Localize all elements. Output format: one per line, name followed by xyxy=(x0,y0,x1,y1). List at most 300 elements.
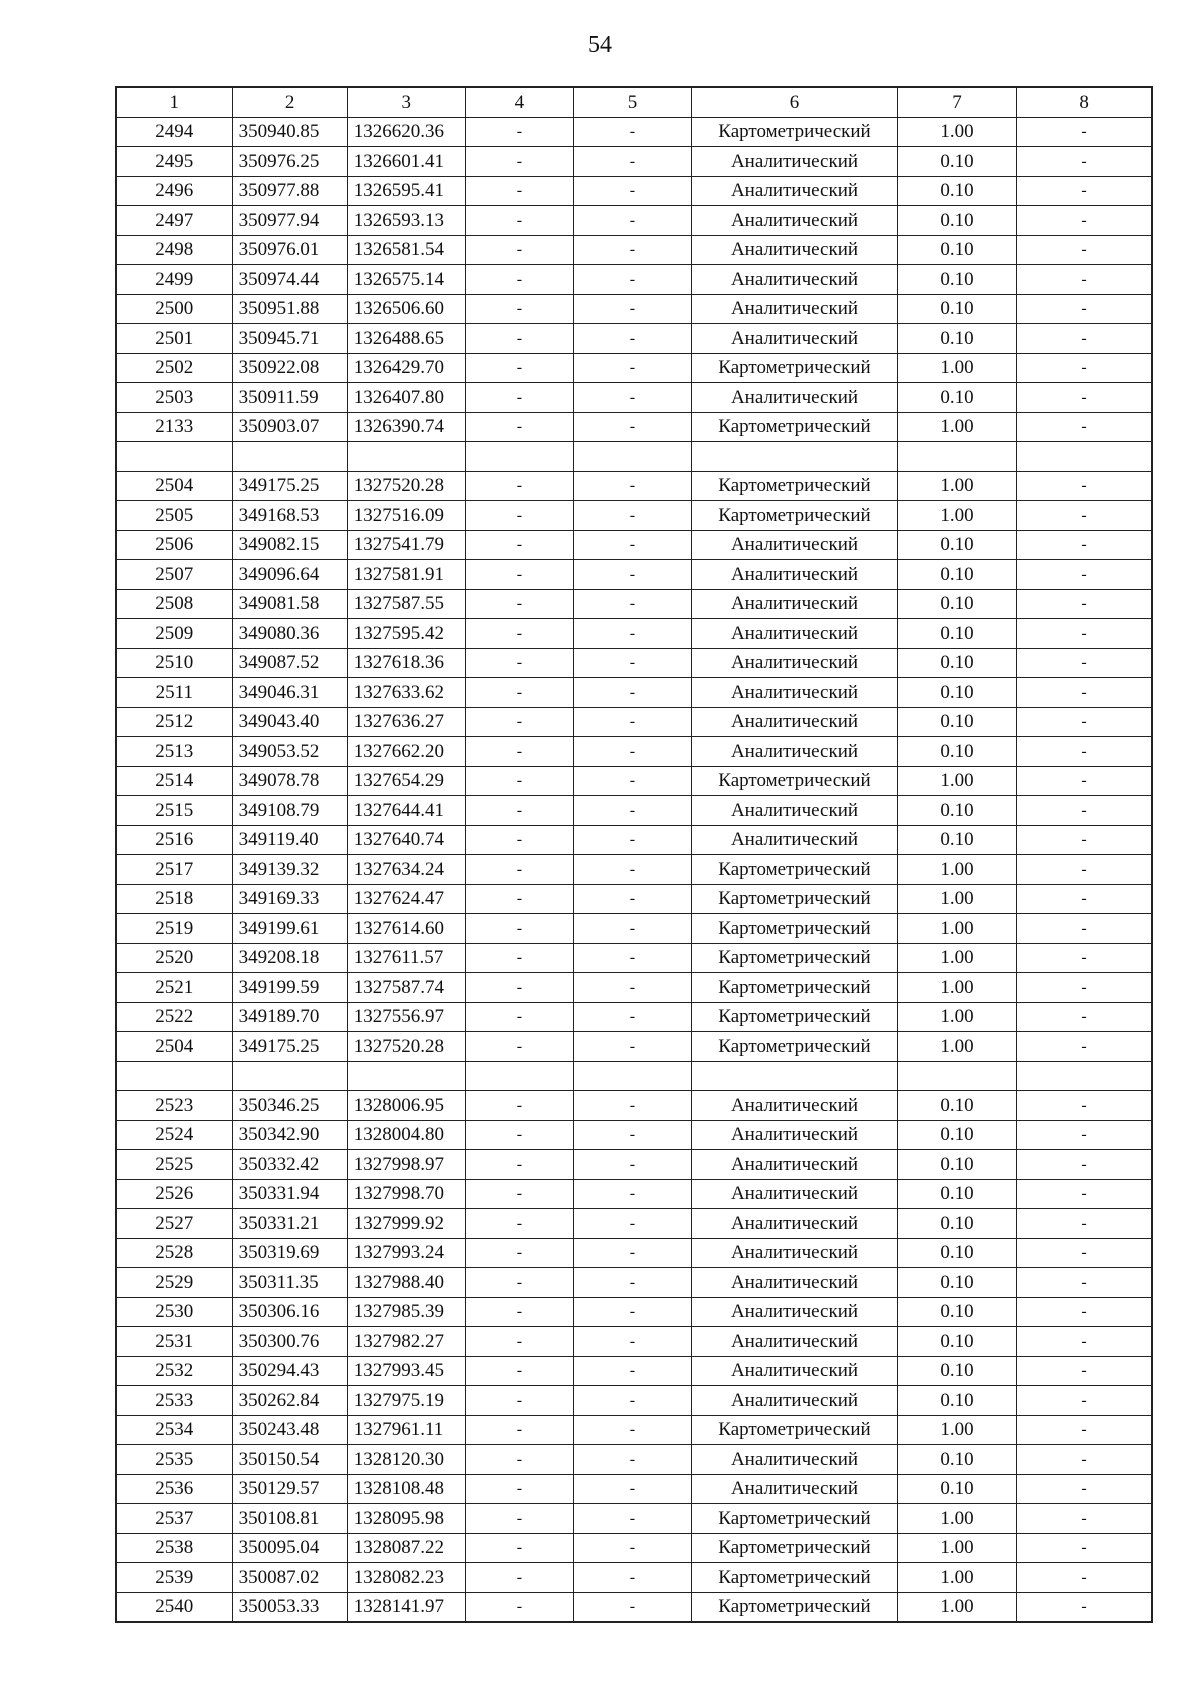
column-5-cell: - xyxy=(573,353,691,383)
column-5-cell: - xyxy=(573,383,691,413)
y-coordinate-cell: 1328120.30 xyxy=(347,1445,465,1475)
column-5-cell: - xyxy=(573,560,691,590)
y-coordinate-cell: 1327993.45 xyxy=(347,1356,465,1386)
column-4-cell: - xyxy=(465,176,573,206)
column-5-cell: - xyxy=(573,884,691,914)
accuracy-cell: 0.10 xyxy=(897,1091,1016,1121)
method-cell: Аналитический xyxy=(692,1238,898,1268)
point-number-cell: 2500 xyxy=(116,294,232,324)
table-row xyxy=(116,353,1152,383)
y-coordinate-cell: 1327618.36 xyxy=(347,648,465,678)
method-cell: Картометрический xyxy=(692,766,898,796)
method-cell: Картометрический xyxy=(692,884,898,914)
column-8-cell: - xyxy=(1017,383,1152,413)
point-number-cell: 2498 xyxy=(116,235,232,265)
x-coordinate-cell: 350262.84 xyxy=(232,1386,347,1416)
table-row xyxy=(116,560,1152,590)
column-4-cell: - xyxy=(465,265,573,295)
accuracy-cell: 0.10 xyxy=(897,206,1016,236)
column-8-cell: - xyxy=(1017,1563,1152,1593)
method-cell xyxy=(692,1061,898,1091)
method-cell: Картометрический xyxy=(692,501,898,531)
x-coordinate-cell: 350976.25 xyxy=(232,147,347,177)
column-4-cell: - xyxy=(465,1032,573,1062)
table-row xyxy=(116,884,1152,914)
column-8-cell: - xyxy=(1017,1091,1152,1121)
column-4-cell: - xyxy=(465,855,573,885)
column-5-cell: - xyxy=(573,412,691,442)
accuracy-cell: 1.00 xyxy=(897,1504,1016,1534)
column-4-cell: - xyxy=(465,884,573,914)
point-number-cell: 2520 xyxy=(116,943,232,973)
accuracy-cell: 0.10 xyxy=(897,1179,1016,1209)
x-coordinate-cell: 350976.01 xyxy=(232,235,347,265)
y-coordinate-cell: 1328006.95 xyxy=(347,1091,465,1121)
accuracy-cell xyxy=(897,442,1016,472)
table-row xyxy=(116,1268,1152,1298)
column-header: 4 xyxy=(465,87,573,117)
y-coordinate-cell xyxy=(347,442,465,472)
method-cell: Аналитический xyxy=(692,1474,898,1504)
point-number-cell xyxy=(116,1061,232,1091)
column-8-cell: - xyxy=(1017,1179,1152,1209)
column-4-cell xyxy=(465,1061,573,1091)
column-4-cell: - xyxy=(465,294,573,324)
method-cell: Аналитический xyxy=(692,560,898,590)
table-row xyxy=(116,619,1152,649)
table-row xyxy=(116,1297,1152,1327)
method-cell: Аналитический xyxy=(692,619,898,649)
column-5-cell: - xyxy=(573,943,691,973)
x-coordinate-cell: 350129.57 xyxy=(232,1474,347,1504)
column-header: 5 xyxy=(573,87,691,117)
y-coordinate-cell: 1328004.80 xyxy=(347,1120,465,1150)
column-5-cell: - xyxy=(573,589,691,619)
y-coordinate-cell: 1327587.74 xyxy=(347,973,465,1003)
column-header: 7 xyxy=(897,87,1016,117)
column-5-cell: - xyxy=(573,1032,691,1062)
column-4-cell: - xyxy=(465,530,573,560)
x-coordinate-cell: 349078.78 xyxy=(232,766,347,796)
table-row xyxy=(116,1415,1152,1445)
column-5-cell: - xyxy=(573,678,691,708)
column-4-cell: - xyxy=(465,1386,573,1416)
accuracy-cell: 1.00 xyxy=(897,1415,1016,1445)
accuracy-cell: 0.10 xyxy=(897,1386,1016,1416)
accuracy-cell: 0.10 xyxy=(897,1150,1016,1180)
y-coordinate-cell: 1326595.41 xyxy=(347,176,465,206)
x-coordinate-cell: 349119.40 xyxy=(232,825,347,855)
column-8-cell: - xyxy=(1017,1209,1152,1239)
column-8-cell: - xyxy=(1017,1327,1152,1357)
column-5-cell: - xyxy=(573,1238,691,1268)
x-coordinate-cell: 350977.94 xyxy=(232,206,347,236)
column-8-cell: - xyxy=(1017,1238,1152,1268)
accuracy-cell: 1.00 xyxy=(897,914,1016,944)
column-8-cell: - xyxy=(1017,294,1152,324)
accuracy-cell: 0.10 xyxy=(897,1238,1016,1268)
column-8-cell: - xyxy=(1017,943,1152,973)
method-cell: Картометрический xyxy=(692,1592,898,1622)
column-5-cell: - xyxy=(573,1268,691,1298)
point-number-cell: 2510 xyxy=(116,648,232,678)
accuracy-cell: 1.00 xyxy=(897,1032,1016,1062)
column-4-cell: - xyxy=(465,943,573,973)
coordinates-table xyxy=(115,86,1153,1623)
y-coordinate-cell: 1328087.22 xyxy=(347,1533,465,1563)
x-coordinate-cell: 349080.36 xyxy=(232,619,347,649)
column-4-cell: - xyxy=(465,353,573,383)
x-coordinate-cell: 349108.79 xyxy=(232,796,347,826)
accuracy-cell: 0.10 xyxy=(897,265,1016,295)
y-coordinate-cell: 1328108.48 xyxy=(347,1474,465,1504)
y-coordinate-cell: 1327985.39 xyxy=(347,1297,465,1327)
column-8-cell: - xyxy=(1017,648,1152,678)
column-5-cell: - xyxy=(573,1533,691,1563)
method-cell: Аналитический xyxy=(692,1120,898,1150)
y-coordinate-cell: 1327644.41 xyxy=(347,796,465,826)
point-number-cell: 2523 xyxy=(116,1091,232,1121)
column-header: 1 xyxy=(116,87,232,117)
column-header: 3 xyxy=(347,87,465,117)
x-coordinate-cell: 350311.35 xyxy=(232,1268,347,1298)
method-cell: Картометрический xyxy=(692,1032,898,1062)
column-4-cell: - xyxy=(465,1327,573,1357)
accuracy-cell: 0.10 xyxy=(897,737,1016,767)
x-coordinate-cell: 350342.90 xyxy=(232,1120,347,1150)
accuracy-cell: 1.00 xyxy=(897,1592,1016,1622)
column-5-cell: - xyxy=(573,294,691,324)
point-number-cell: 2494 xyxy=(116,117,232,147)
accuracy-cell: 0.10 xyxy=(897,1356,1016,1386)
column-4-cell: - xyxy=(465,235,573,265)
x-coordinate-cell: 350150.54 xyxy=(232,1445,347,1475)
column-8-cell: - xyxy=(1017,353,1152,383)
y-coordinate-cell: 1327614.60 xyxy=(347,914,465,944)
column-5-cell: - xyxy=(573,1445,691,1475)
column-4-cell: - xyxy=(465,914,573,944)
y-coordinate-cell: 1327998.97 xyxy=(347,1150,465,1180)
column-5-cell: - xyxy=(573,1209,691,1239)
column-4-cell: - xyxy=(465,678,573,708)
table-row xyxy=(116,1091,1152,1121)
y-coordinate-cell: 1327998.70 xyxy=(347,1179,465,1209)
table-row xyxy=(116,1209,1152,1239)
method-cell: Аналитический xyxy=(692,737,898,767)
accuracy-cell: 0.10 xyxy=(897,383,1016,413)
column-8-cell: - xyxy=(1017,1592,1152,1622)
y-coordinate-cell: 1326407.80 xyxy=(347,383,465,413)
y-coordinate-cell: 1327636.27 xyxy=(347,707,465,737)
point-number-cell: 2535 xyxy=(116,1445,232,1475)
accuracy-cell: 0.10 xyxy=(897,796,1016,826)
table-row xyxy=(116,206,1152,236)
accuracy-cell: 0.10 xyxy=(897,678,1016,708)
table-row xyxy=(116,1356,1152,1386)
column-8-cell: - xyxy=(1017,737,1152,767)
y-coordinate-cell xyxy=(347,1061,465,1091)
y-coordinate-cell: 1327654.29 xyxy=(347,766,465,796)
column-8-cell: - xyxy=(1017,619,1152,649)
column-4-cell xyxy=(465,442,573,472)
method-cell: Аналитический xyxy=(692,1297,898,1327)
x-coordinate-cell: 350319.69 xyxy=(232,1238,347,1268)
method-cell: Картометрический xyxy=(692,973,898,1003)
point-number-cell: 2504 xyxy=(116,471,232,501)
x-coordinate-cell: 349082.15 xyxy=(232,530,347,560)
table-row xyxy=(116,1150,1152,1180)
x-coordinate-cell: 350346.25 xyxy=(232,1091,347,1121)
table-row xyxy=(116,796,1152,826)
table-row xyxy=(116,117,1152,147)
table-row xyxy=(116,1474,1152,1504)
point-number-cell: 2524 xyxy=(116,1120,232,1150)
column-8-cell: - xyxy=(1017,1386,1152,1416)
table-row xyxy=(116,294,1152,324)
y-coordinate-cell: 1326575.14 xyxy=(347,265,465,295)
table-row xyxy=(116,648,1152,678)
table-row xyxy=(116,265,1152,295)
table-row xyxy=(116,1238,1152,1268)
accuracy-cell: 0.10 xyxy=(897,825,1016,855)
column-8-cell: - xyxy=(1017,884,1152,914)
column-4-cell: - xyxy=(465,1474,573,1504)
x-coordinate-cell: 349087.52 xyxy=(232,648,347,678)
point-number-cell xyxy=(116,442,232,472)
point-number-cell: 2506 xyxy=(116,530,232,560)
column-8-cell: - xyxy=(1017,530,1152,560)
table-row xyxy=(116,589,1152,619)
x-coordinate-cell: 349096.64 xyxy=(232,560,347,590)
y-coordinate-cell: 1326506.60 xyxy=(347,294,465,324)
method-cell: Аналитический xyxy=(692,294,898,324)
table-row xyxy=(116,737,1152,767)
column-8-cell: - xyxy=(1017,1504,1152,1534)
y-coordinate-cell: 1328095.98 xyxy=(347,1504,465,1534)
column-5-cell xyxy=(573,442,691,472)
column-4-cell: - xyxy=(465,1356,573,1386)
accuracy-cell: 1.00 xyxy=(897,501,1016,531)
table-separator-row xyxy=(116,442,1152,472)
table-row xyxy=(116,707,1152,737)
accuracy-cell: 1.00 xyxy=(897,884,1016,914)
method-cell: Аналитический xyxy=(692,530,898,560)
accuracy-cell: 1.00 xyxy=(897,117,1016,147)
column-5-cell: - xyxy=(573,766,691,796)
column-5-cell: - xyxy=(573,235,691,265)
column-4-cell: - xyxy=(465,206,573,236)
column-5-cell: - xyxy=(573,1415,691,1445)
accuracy-cell: 1.00 xyxy=(897,973,1016,1003)
column-8-cell: - xyxy=(1017,147,1152,177)
column-8-cell: - xyxy=(1017,501,1152,531)
table-row xyxy=(116,914,1152,944)
accuracy-cell: 0.10 xyxy=(897,589,1016,619)
column-4-cell: - xyxy=(465,1592,573,1622)
table-row xyxy=(116,943,1152,973)
x-coordinate-cell: 349139.32 xyxy=(232,855,347,885)
method-cell xyxy=(692,442,898,472)
table-row xyxy=(116,147,1152,177)
y-coordinate-cell: 1326488.65 xyxy=(347,324,465,354)
table-row xyxy=(116,766,1152,796)
table-row xyxy=(116,176,1152,206)
x-coordinate-cell: 350332.42 xyxy=(232,1150,347,1180)
column-8-cell: - xyxy=(1017,1445,1152,1475)
column-4-cell: - xyxy=(465,589,573,619)
accuracy-cell: 0.10 xyxy=(897,324,1016,354)
column-header: 6 xyxy=(692,87,898,117)
method-cell: Картометрический xyxy=(692,471,898,501)
column-5-cell: - xyxy=(573,737,691,767)
column-4-cell: - xyxy=(465,973,573,1003)
column-4-cell: - xyxy=(465,1120,573,1150)
method-cell: Картометрический xyxy=(692,1504,898,1534)
x-coordinate-cell: 350977.88 xyxy=(232,176,347,206)
column-5-cell: - xyxy=(573,973,691,1003)
column-8-cell: - xyxy=(1017,324,1152,354)
accuracy-cell: 0.10 xyxy=(897,560,1016,590)
column-5-cell: - xyxy=(573,530,691,560)
x-coordinate-cell: 349081.58 xyxy=(232,589,347,619)
table-row xyxy=(116,855,1152,885)
point-number-cell: 2530 xyxy=(116,1297,232,1327)
column-4-cell: - xyxy=(465,1150,573,1180)
point-number-cell: 2518 xyxy=(116,884,232,914)
table-row xyxy=(116,324,1152,354)
table-row xyxy=(116,1179,1152,1209)
column-4-cell: - xyxy=(465,737,573,767)
table-row xyxy=(116,530,1152,560)
y-coordinate-cell: 1327581.91 xyxy=(347,560,465,590)
table-row xyxy=(116,1002,1152,1032)
point-number-cell: 2509 xyxy=(116,619,232,649)
accuracy-cell: 1.00 xyxy=(897,471,1016,501)
y-coordinate-cell: 1328082.23 xyxy=(347,1563,465,1593)
column-8-cell: - xyxy=(1017,176,1152,206)
column-4-cell: - xyxy=(465,1209,573,1239)
table-row xyxy=(116,678,1152,708)
method-cell: Картометрический xyxy=(692,1563,898,1593)
y-coordinate-cell: 1327624.47 xyxy=(347,884,465,914)
column-header: 2 xyxy=(232,87,347,117)
column-5-cell: - xyxy=(573,707,691,737)
table-row xyxy=(116,1386,1152,1416)
x-coordinate-cell: 350331.94 xyxy=(232,1179,347,1209)
y-coordinate-cell: 1326429.70 xyxy=(347,353,465,383)
accuracy-cell: 1.00 xyxy=(897,855,1016,885)
x-coordinate-cell: 349199.61 xyxy=(232,914,347,944)
column-5-cell: - xyxy=(573,1297,691,1327)
method-cell: Аналитический xyxy=(692,1209,898,1239)
column-5-cell: - xyxy=(573,914,691,944)
column-4-cell: - xyxy=(465,1445,573,1475)
point-number-cell: 2519 xyxy=(116,914,232,944)
accuracy-cell: 1.00 xyxy=(897,412,1016,442)
x-coordinate-cell: 350951.88 xyxy=(232,294,347,324)
column-8-cell: - xyxy=(1017,707,1152,737)
column-8-cell: - xyxy=(1017,412,1152,442)
table-row xyxy=(116,412,1152,442)
x-coordinate-cell: 349168.53 xyxy=(232,501,347,531)
accuracy-cell: 0.10 xyxy=(897,1445,1016,1475)
method-cell: Картометрический xyxy=(692,1533,898,1563)
column-4-cell: - xyxy=(465,1002,573,1032)
table-body xyxy=(116,117,1152,1622)
method-cell: Аналитический xyxy=(692,1091,898,1121)
method-cell: Аналитический xyxy=(692,1445,898,1475)
x-coordinate-cell: 350922.08 xyxy=(232,353,347,383)
point-number-cell: 2528 xyxy=(116,1238,232,1268)
method-cell: Аналитический xyxy=(692,147,898,177)
column-5-cell: - xyxy=(573,1563,691,1593)
accuracy-cell: 1.00 xyxy=(897,1533,1016,1563)
point-number-cell: 2512 xyxy=(116,707,232,737)
table-row xyxy=(116,1120,1152,1150)
x-coordinate-cell xyxy=(232,442,347,472)
point-number-cell: 2527 xyxy=(116,1209,232,1239)
column-4-cell: - xyxy=(465,648,573,678)
method-cell: Аналитический xyxy=(692,1327,898,1357)
column-5-cell: - xyxy=(573,1592,691,1622)
point-number-cell: 2538 xyxy=(116,1533,232,1563)
column-8-cell: - xyxy=(1017,265,1152,295)
column-5-cell: - xyxy=(573,1120,691,1150)
accuracy-cell: 1.00 xyxy=(897,766,1016,796)
accuracy-cell: 0.10 xyxy=(897,235,1016,265)
column-5-cell: - xyxy=(573,206,691,236)
method-cell: Аналитический xyxy=(692,1386,898,1416)
y-coordinate-cell: 1327993.24 xyxy=(347,1238,465,1268)
column-5-cell: - xyxy=(573,176,691,206)
column-5-cell: - xyxy=(573,648,691,678)
method-cell: Картометрический xyxy=(692,943,898,973)
column-4-cell: - xyxy=(465,1533,573,1563)
table-separator-row xyxy=(116,1061,1152,1091)
point-number-cell: 2502 xyxy=(116,353,232,383)
column-header: 8 xyxy=(1017,87,1152,117)
accuracy-cell: 1.00 xyxy=(897,1563,1016,1593)
method-cell: Аналитический xyxy=(692,176,898,206)
method-cell: Аналитический xyxy=(692,265,898,295)
point-number-cell: 2495 xyxy=(116,147,232,177)
column-4-cell: - xyxy=(465,1563,573,1593)
column-8-cell xyxy=(1017,1061,1152,1091)
x-coordinate-cell: 349208.18 xyxy=(232,943,347,973)
point-number-cell: 2539 xyxy=(116,1563,232,1593)
method-cell: Аналитический xyxy=(692,589,898,619)
column-5-cell: - xyxy=(573,796,691,826)
y-coordinate-cell: 1326620.36 xyxy=(347,117,465,147)
column-8-cell: - xyxy=(1017,471,1152,501)
method-cell: Картометрический xyxy=(692,914,898,944)
point-number-cell: 2529 xyxy=(116,1268,232,1298)
y-coordinate-cell: 1327982.27 xyxy=(347,1327,465,1357)
method-cell: Аналитический xyxy=(692,796,898,826)
x-coordinate-cell: 349043.40 xyxy=(232,707,347,737)
x-coordinate-cell: 350903.07 xyxy=(232,412,347,442)
column-8-cell: - xyxy=(1017,1474,1152,1504)
y-coordinate-cell: 1327516.09 xyxy=(347,501,465,531)
accuracy-cell: 0.10 xyxy=(897,648,1016,678)
x-coordinate-cell: 350108.81 xyxy=(232,1504,347,1534)
column-4-cell: - xyxy=(465,1238,573,1268)
y-coordinate-cell: 1327633.62 xyxy=(347,678,465,708)
x-coordinate-cell: 349169.33 xyxy=(232,884,347,914)
column-8-cell: - xyxy=(1017,796,1152,826)
table-header-row xyxy=(116,87,1152,117)
x-coordinate-cell: 349175.25 xyxy=(232,471,347,501)
